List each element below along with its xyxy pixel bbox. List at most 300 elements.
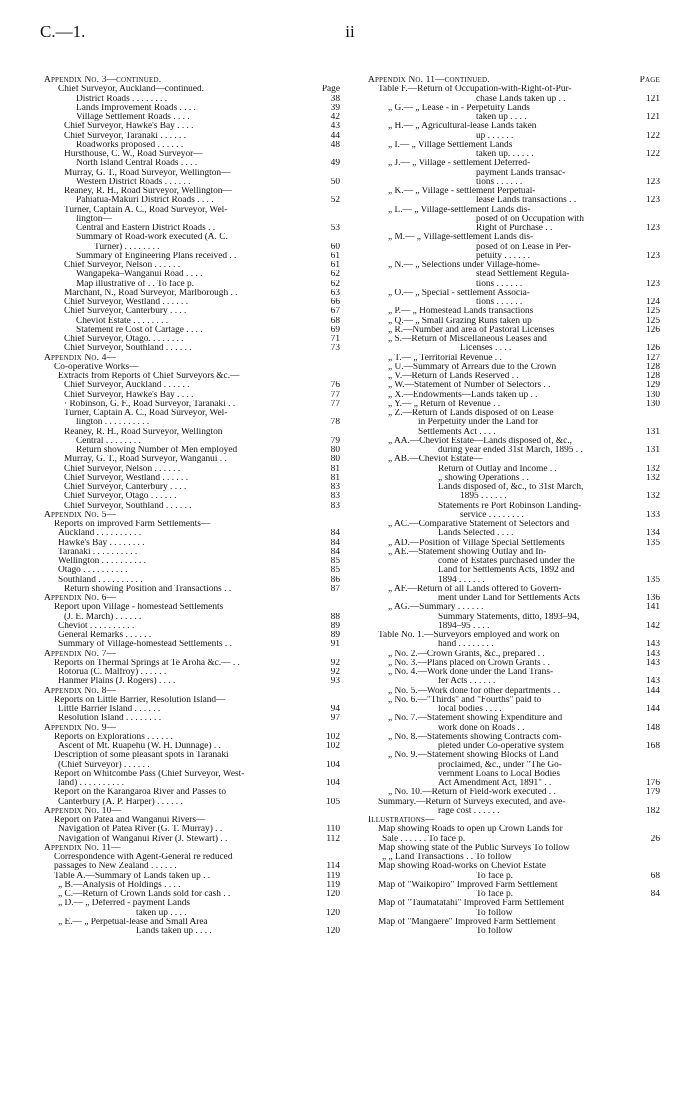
- contents-entry: [368, 122, 660, 131]
- entry-page-number: 88: [330, 612, 340, 622]
- contents-entry: [368, 881, 660, 890]
- entry-title: Appendix No. 11—: [44, 843, 121, 853]
- entry-title: „ No. 7.—Statement showing Expenditure and: [388, 714, 563, 724]
- entry-title: Roadworks proposed . . . . . .: [76, 140, 184, 150]
- contents-entry: [368, 178, 660, 187]
- entry-title: pleted under Co-operative system: [438, 742, 564, 751]
- entry-title: Table F.—Return of Occupation-with-Right-of-Pur-: [378, 85, 572, 95]
- contents-entry: [368, 474, 660, 483]
- contents-entry: [44, 381, 340, 390]
- entry-title: rage cost . . . . . .: [438, 806, 500, 816]
- contents-entry: [44, 326, 340, 335]
- entry-title: Rotorua (C. Malfroy) . . . . . .: [58, 668, 167, 677]
- contents-entry: [368, 409, 660, 418]
- entry-title: · Robinson, G. F., Road Surveyor, Taranaki . .: [64, 399, 236, 409]
- entry-title: stead Settlement Regula-: [476, 270, 570, 280]
- entry-title: „ AE.—Statement showing Outlay and In-: [388, 547, 547, 557]
- contents-entry: [44, 714, 340, 723]
- entry-page-number: 77: [330, 390, 340, 400]
- entry-title: Map illustrative of . . To face p.: [76, 279, 195, 289]
- entry-title: „ AG.—Summary . . . . . .: [388, 603, 484, 613]
- entry-title: tions . . . . . .: [476, 279, 523, 289]
- contents-entry: [368, 381, 660, 390]
- contents-entry: [368, 206, 660, 215]
- contents-entry: [44, 927, 340, 936]
- contents-entry: [368, 418, 660, 427]
- entry-page-number: 48: [330, 140, 340, 150]
- entry-page-number: 179: [645, 788, 660, 798]
- entry-page-number: 102: [325, 732, 340, 742]
- contents-entry: [44, 252, 340, 261]
- entry-title: Hanmer Plains (J. Rogers) . . . .: [58, 677, 176, 687]
- contents-entry: [368, 899, 660, 908]
- entry-title: „ Y.— „ Return of Revenue . .: [388, 399, 501, 409]
- entry-page-number: 71: [330, 335, 340, 344]
- entry-title: „ T.— „ Territorial Revenue . .: [388, 353, 502, 363]
- entry-title: Little Barrier Island . . . . . .: [58, 705, 161, 714]
- contents-entry: [368, 687, 660, 696]
- entry-title: Map showing Roads to open up Crown Lands for: [378, 825, 563, 835]
- entry-title: Chief Surveyor, Hawke's Bay . . . .: [64, 390, 194, 400]
- entry-page-number: 124: [645, 298, 660, 307]
- contents-entry: [44, 150, 340, 159]
- entry-title: Central . . . . . . . .: [76, 436, 141, 446]
- entry-title: Reports on Thermal Springs at Te Aroha &c.— . .: [54, 658, 240, 668]
- contents-entry: [368, 196, 660, 205]
- entry-title: Southland . . . . . . . . . .: [58, 575, 143, 585]
- entry-page-number: 132: [645, 492, 660, 502]
- contents-entry: [368, 270, 660, 279]
- contents-entry: [44, 224, 340, 233]
- contents-entry: [44, 529, 340, 538]
- entry-title: Map showing Road-works on Cheviot Estate: [378, 862, 546, 872]
- contents-entry: [368, 529, 660, 538]
- page-number: ii: [345, 22, 355, 41]
- section-heading: [44, 844, 340, 853]
- entry-title: „ I.— „ Village Settlement Lands: [388, 140, 513, 150]
- entry-page-number: 81: [330, 473, 340, 483]
- section-heading: [44, 594, 340, 603]
- contents-entry: [368, 215, 660, 224]
- entry-title: Chief Surveyor, Otago . . . . . .: [64, 492, 177, 502]
- entry-title: Marchant, N., Road Surveyor, Marlborough . .: [64, 288, 238, 298]
- contents-entry: [368, 326, 660, 335]
- contents-entry: [44, 428, 340, 437]
- contents-entry: [44, 770, 340, 779]
- entry-title: Report upon Village - homestead Settlements: [54, 603, 224, 613]
- contents-entry: [44, 335, 340, 344]
- entry-title: Appendix No. 8—: [44, 686, 117, 696]
- entry-title: „ K.— „ Village - settlement Perpetual-: [388, 187, 536, 196]
- entry-title: Appendix No. 7—: [44, 649, 117, 659]
- contents-entry: [368, 187, 660, 196]
- contents-entry: [368, 280, 660, 289]
- contents-entry: [368, 520, 660, 529]
- entry-title: Chief Surveyor, Nelson . . . . . .: [64, 261, 181, 270]
- entry-title: Reports on improved Farm Settlements—: [54, 520, 211, 529]
- entry-title: Hawke's Bay . . . . . . . .: [58, 538, 145, 548]
- contents-entry: [368, 807, 660, 816]
- entry-title: „ P.— „ Homestead Lands transactions: [388, 307, 534, 317]
- contents-entry: [368, 159, 660, 168]
- entry-title: General Remarks . . . . . .: [58, 631, 152, 640]
- entry-title: Summary.—Return of Surveys executed, and ave-: [378, 797, 566, 807]
- entry-title: ment under Land for Settlements Acts: [438, 594, 580, 603]
- contents-entry: [44, 696, 340, 705]
- contents-entry: [44, 557, 340, 566]
- contents-entry: [368, 437, 660, 446]
- contents-entry: [44, 483, 340, 492]
- entry-title: Turner, Captain A. C., Road Surveyor, Wel-: [64, 409, 228, 418]
- entry-title: „ X.—Endowments—Lands taken up . .: [388, 390, 538, 400]
- contents-entry: [44, 705, 340, 714]
- entry-page-number: 62: [330, 279, 340, 289]
- contents-entry: [368, 798, 660, 807]
- entry-page-number: 182: [645, 806, 660, 816]
- entry-page-number: 144: [645, 686, 660, 696]
- contents-entry: [368, 640, 660, 649]
- contents-entry: [44, 761, 340, 770]
- entry-page-number: 85: [330, 557, 340, 566]
- entry-title: Cheviot . . . . . . . . . .: [58, 621, 135, 631]
- entry-title: „ O.— „ Special - settlement Associa-: [388, 288, 530, 298]
- contents-entry: [44, 178, 340, 187]
- contents-entry: [44, 539, 340, 548]
- entry-title: To follow: [476, 927, 513, 936]
- entry-title: service . . . . . . . .: [460, 510, 524, 520]
- entry-page-number: 121: [645, 94, 660, 104]
- contents-entry: [368, 141, 660, 150]
- entry-page-number: 122: [645, 131, 660, 141]
- entry-title: Appendix No. 5—: [44, 510, 117, 520]
- contents-entry: [44, 677, 340, 686]
- entry-page-number: 132: [645, 464, 660, 474]
- entry-title: Report on the Karangaroa River and Passes to: [54, 788, 227, 798]
- entry-title: „ W.—Statement of Number of Selectors . .: [388, 381, 551, 391]
- contents-entry: [44, 307, 340, 316]
- contents-entry: [44, 779, 340, 788]
- entry-page-number: 69: [330, 325, 340, 335]
- entry-title: posed of on Occupation with: [476, 214, 584, 224]
- entry-page-number: 84: [330, 538, 340, 548]
- entry-title: Lands taken up . . . .: [136, 927, 212, 936]
- entry-title: „ R.—Number and area of Pastoral Licenses: [388, 325, 555, 335]
- contents-entry: [44, 668, 340, 677]
- entry-title: Table No. 1.—Surveyors employed and work on: [378, 631, 560, 640]
- entry-page-number: 60: [330, 242, 340, 252]
- entry-page-number: 128: [645, 372, 660, 381]
- contents-entry: [368, 539, 660, 548]
- contents-entry: [44, 169, 340, 178]
- entry-page-number: 127: [645, 353, 660, 363]
- entry-title: Chief Surveyor, Taranaki . . . . . .: [64, 131, 187, 141]
- section-heading: [368, 76, 660, 85]
- entry-page-number: 85: [330, 566, 340, 576]
- contents-entry: [44, 890, 340, 899]
- entry-title: „ V.—Return of Lands Reserved . .: [388, 372, 519, 381]
- entry-title: Resolution Island . . . . . . . .: [58, 714, 162, 724]
- entry-title: Summary of Road-work executed (A. C.: [76, 233, 228, 243]
- entry-title: Chief Surveyor, Canterbury . . . .: [64, 307, 187, 317]
- contents-entry: [44, 298, 340, 307]
- contents-entry: [368, 566, 660, 575]
- entry-page-number: 123: [645, 224, 660, 233]
- contents-entry: [368, 335, 660, 344]
- entry-page-number: 61: [330, 261, 340, 270]
- document-code: C.—1.: [40, 22, 86, 41]
- entry-title: „ No. 3.—Plans placed on Crown Grants . .: [388, 658, 550, 668]
- entry-title: Central and Eastern District Roads . .: [76, 224, 216, 233]
- entry-title: „ No. 4.—Work done under the Land Trans-: [388, 668, 554, 677]
- entry-title: Map of "Waikopiro" Improved Farm Settlement: [378, 880, 558, 890]
- entry-title: Chief Surveyor, Westland . . . . . .: [64, 298, 189, 307]
- entry-title: Report on Whitcombe Pass (Chief Surveyor, West-: [54, 769, 245, 779]
- entry-page-number: 84: [330, 529, 340, 539]
- entry-page-number: 131: [645, 427, 660, 437]
- entry-title: Reaney, R. H., Road Surveyor, Wellington: [64, 427, 223, 437]
- entry-page-number: 93: [330, 677, 340, 687]
- contents-entry: [44, 631, 340, 640]
- contents-entry: [44, 372, 340, 381]
- contents-entry: [368, 298, 660, 307]
- entry-title: „ H.— „ Agricultural-lease Lands taken: [388, 122, 537, 132]
- entry-page-number: 133: [645, 510, 660, 520]
- entry-title: up . . . . . .: [476, 131, 514, 141]
- entry-title: (Chief Surveyor) . . . . . .: [58, 760, 150, 770]
- entry-title: „ S.—Return of Miscellaneous Leases and: [388, 335, 547, 344]
- entry-title: Map of "Mangaere" Improved Farm Settlement: [378, 917, 556, 927]
- contents-entry: [44, 141, 340, 150]
- contents-entry: [44, 909, 340, 918]
- contents-entry: [44, 918, 340, 927]
- entry-page-number: 26: [650, 834, 660, 844]
- contents-entry: [44, 603, 340, 612]
- entry-page-number: 112: [326, 834, 340, 844]
- entry-page-number: 81: [330, 464, 340, 474]
- entry-page-number: 114: [326, 862, 340, 872]
- entry-page-number: 44: [330, 131, 340, 141]
- entry-page-number: 61: [330, 251, 340, 261]
- entry-title: Description of some pleasant spots in Taranaki: [54, 751, 229, 761]
- entry-title: „ AF.—Return of all Lands offered to Govern-: [388, 584, 562, 594]
- entry-title: work done on Roads . .: [438, 723, 525, 733]
- entry-title: Appendix No. 11—continued.: [368, 76, 490, 85]
- contents-left-column: [44, 76, 340, 936]
- entry-page-number: 132: [645, 473, 660, 483]
- contents-entry: [368, 233, 660, 242]
- contents-entry: [368, 455, 660, 464]
- contents-entry: [44, 788, 340, 797]
- entry-title: taken up. . . . . .: [476, 150, 534, 159]
- contents-entry: [44, 363, 340, 372]
- contents-entry: [368, 705, 660, 714]
- contents-entry: [368, 372, 660, 381]
- contents-entry: [368, 890, 660, 899]
- contents-entry: [368, 779, 660, 788]
- contents-entry: [44, 243, 340, 252]
- entry-title: Cheviot Estate . . . . . . . .: [76, 316, 169, 326]
- entry-page-number: 121: [645, 113, 660, 122]
- contents-entry: [44, 104, 340, 113]
- contents-entry: [368, 650, 660, 659]
- contents-entry: [44, 613, 340, 622]
- entry-title: Appendix No. 9—: [44, 723, 117, 733]
- entry-title: Reports on Explorations . . . . . .: [54, 732, 173, 742]
- contents-entry: [368, 853, 660, 862]
- entry-title: Act Amendment Act, 1891" . .: [438, 779, 552, 788]
- entry-title: Land for Settlements Acts, 1892 and: [438, 566, 575, 576]
- contents-entry: [368, 317, 660, 326]
- contents-entry: [368, 502, 660, 511]
- entry-title: Statements re Port Robinson Landing-: [438, 501, 582, 511]
- entry-page-number: 83: [330, 501, 340, 511]
- entry-title: Appendix No. 10—: [44, 806, 122, 816]
- entry-title: Return showing Position and Transactions . .: [64, 584, 232, 594]
- entry-title: „ Z.—Return of Lands disposed of on Lease: [388, 409, 554, 418]
- contents-entry: [368, 557, 660, 566]
- entry-page-number: 143: [645, 677, 660, 687]
- contents-entry: [44, 872, 340, 881]
- entry-title: Chief Surveyor, Southland . . . . . .: [64, 344, 192, 354]
- contents-entry: [44, 215, 340, 224]
- contents-entry: [368, 742, 660, 751]
- entry-page-number: 120: [325, 927, 340, 936]
- entry-title: Summary Statements, ditto, 1893–94,: [438, 612, 580, 622]
- contents-entry: [44, 270, 340, 279]
- section-heading: [368, 816, 660, 825]
- entry-title: Appendix No. 6—: [44, 594, 117, 603]
- entry-title: „ No. 6.—"Thirds" and "Fourths" paid to: [388, 695, 542, 705]
- entry-title: Summary of Village-homestead Settlements . .: [58, 640, 232, 650]
- entry-title: „ AB.—Cheviot Estate—: [388, 455, 483, 465]
- section-heading: [44, 511, 340, 520]
- contents-entry: [44, 798, 340, 807]
- entry-page-number: 130: [645, 390, 660, 400]
- contents-entry: [368, 548, 660, 557]
- contents-entry: [368, 132, 660, 141]
- entry-title: „ No. 8.—Statements showing Contracts com-: [388, 732, 562, 742]
- entry-title: taken up . . . .: [136, 908, 187, 918]
- entry-page-number: 68: [330, 316, 340, 326]
- contents-entry: [44, 344, 340, 353]
- contents-entry: [368, 483, 660, 492]
- entry-title: Village Settlement Roads . . . .: [76, 113, 190, 122]
- entry-title: Lands Improvement Roads . . . .: [76, 103, 196, 113]
- entry-title: Pahiatua-Makuri District Roads . . . .: [76, 196, 214, 206]
- entry-title: tions . . . . . .: [476, 298, 523, 307]
- entry-page-number: 129: [645, 381, 660, 391]
- entry-page-number: 102: [325, 742, 340, 751]
- entry-title: local bodies . . . .: [438, 705, 502, 714]
- entry-title: in Perpetuity under the Land for: [418, 418, 539, 428]
- entry-title: lease Lands transactions . .: [476, 196, 577, 206]
- contents-entry: [368, 585, 660, 594]
- section-heading: [44, 724, 340, 733]
- contents-entry: [368, 631, 660, 640]
- entry-title: Summary of Engineering Plans received . .: [76, 251, 237, 261]
- entry-page-number: 128: [645, 362, 660, 372]
- contents-entry: [44, 576, 340, 585]
- contents-entry: [44, 640, 340, 649]
- entry-page-number: 176: [645, 779, 660, 788]
- entry-page-number: 84: [330, 547, 340, 557]
- entry-title: North Island Central Roads . . . .: [76, 159, 198, 169]
- entry-page-number: 80: [330, 446, 340, 455]
- entry-title: chase Lands taken up . .: [476, 94, 566, 104]
- contents-entry: [368, 169, 660, 178]
- contents-entry: [44, 825, 340, 834]
- entry-title: Turner, Captain A. C., Road Surveyor, Wel-: [64, 205, 228, 215]
- contents-entry: [368, 603, 660, 612]
- entry-title: Otago . . . . . . . . . .: [58, 566, 128, 576]
- entry-title: Wangapeka–Wanganui Road . . . .: [76, 270, 203, 280]
- entry-title: Illustrations—: [368, 816, 435, 825]
- entry-page-number: 120: [325, 890, 340, 899]
- entry-title: Auckland . . . . . . . . . .: [58, 529, 142, 539]
- entry-title: 1894 . . . . . .: [438, 575, 485, 585]
- contents-entry: [44, 455, 340, 464]
- contents-entry: [44, 122, 340, 131]
- entry-page-number: 143: [645, 649, 660, 659]
- contents-entry: [368, 113, 660, 122]
- contents-entry: [368, 927, 660, 936]
- contents-entry: [44, 446, 340, 455]
- entry-title: Report on Patea and Wanganui Rivers—: [54, 816, 206, 825]
- contents-entry: [44, 474, 340, 483]
- contents-entry: [44, 465, 340, 474]
- entry-title: Co-operative Works—: [54, 362, 139, 372]
- contents-entry: [44, 816, 340, 825]
- contents-entry: [368, 659, 660, 668]
- contents-entry: [44, 548, 340, 557]
- entry-title: „ No. 10.—Return of Field-work executed . .: [388, 788, 556, 798]
- contents-entry: [44, 733, 340, 742]
- entry-title: Sale . . . . . . To face p.: [382, 834, 466, 844]
- entry-page-number: 43: [330, 122, 340, 132]
- entry-title: vernment Loans to Local Bodies: [438, 769, 560, 779]
- entry-page-number: 77: [330, 399, 340, 409]
- contents-entry: [368, 243, 660, 252]
- entry-title: Western District Roads . . . . . .: [76, 177, 191, 187]
- entry-title: Chief Surveyor, Westland . . . . . .: [64, 473, 189, 483]
- entry-title: „ E.— „ Perpetual-lease and Small Area: [58, 917, 208, 927]
- contents-entry: [44, 280, 340, 289]
- entry-title: Table A.—Summary of Lands taken up . .: [54, 871, 211, 881]
- entry-title: „ No. 9.—Statement showing Blocks of Land: [388, 751, 559, 761]
- entry-title: Reports on Little Barrier, Resolution Island—: [54, 695, 226, 705]
- entry-page-number: 119: [326, 871, 340, 881]
- entry-title: Murray, G. T., Road Surveyor, Wellington—: [64, 168, 231, 178]
- entry-page-number: 79: [330, 436, 340, 446]
- contents-entry: [44, 233, 340, 242]
- contents-entry: [368, 613, 660, 622]
- entry-title: Chief Surveyor, Southland . . . . . .: [64, 501, 192, 511]
- contents-entry: [44, 95, 340, 104]
- contents-entry: [368, 770, 660, 779]
- entry-page-number: 148: [645, 723, 660, 733]
- contents-entry: [44, 409, 340, 418]
- entry-title: District Roads . . . . . . . .: [76, 94, 168, 104]
- contents-entry: [368, 677, 660, 686]
- entry-page-number: 92: [330, 658, 340, 668]
- entry-title: 1895 . . . . . .: [460, 492, 507, 502]
- contents-entry: [44, 391, 340, 400]
- entry-page-number: 143: [645, 640, 660, 650]
- contents-entry: [44, 289, 340, 298]
- entry-title: Return of Outlay and Income . .: [438, 464, 557, 474]
- entry-page-number: 97: [330, 714, 340, 724]
- entry-page-number: 42: [330, 113, 340, 122]
